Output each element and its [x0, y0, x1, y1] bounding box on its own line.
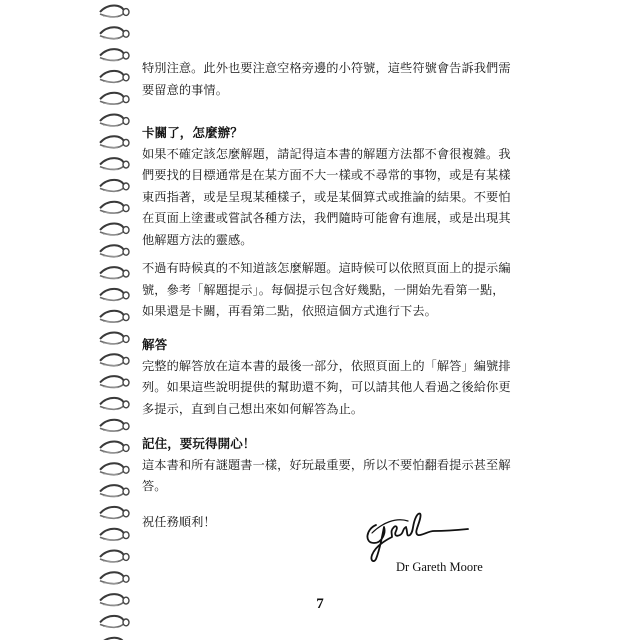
text-line: 不過有時候真的不知道該怎麼解題。這時候可以依照頁面上的提示編 [142, 261, 511, 275]
spiral-ring [100, 93, 129, 105]
signature-image [362, 503, 472, 563]
section-answers [142, 334, 532, 420]
spiral-ring [100, 311, 129, 323]
text-line: 這本書和所有謎題書一樣，好玩最重要，所以不要怕翻看提示甚至解 [142, 457, 511, 472]
closing-line: 祝任務順利！ [142, 515, 216, 529]
spiral-ring [100, 529, 129, 541]
section-heading-answers: 解答 [142, 337, 168, 352]
spiral-ring [100, 224, 129, 236]
section-stuck [142, 122, 532, 251]
spiral-ring [100, 551, 129, 563]
text-line: 如果不確定該怎麼解題，請記得這本書的解題方法都不會很複雜。我 [142, 146, 511, 161]
section-heading-stuck: 卡關了，怎麼辦？ [142, 125, 243, 140]
spiral-ring [100, 616, 129, 628]
spiral-ring [100, 572, 129, 584]
spiral-ring [100, 202, 129, 214]
spiral-ring [100, 376, 129, 388]
text-line: 如果還是卡關，再看第二點，依照這個方式進行下去。 [142, 304, 437, 318]
spiral-ring [100, 27, 129, 39]
section-stuck-para2 [142, 258, 532, 323]
intro-line-2: 要留意的事情。 [142, 82, 229, 97]
spiral-ring [100, 136, 129, 148]
spiral-ring [100, 507, 129, 519]
text-line: 列。如果這些說明提供的幫助還不夠，可以請其他人看過之後給你更 [142, 380, 511, 394]
spiral-ring [100, 6, 129, 18]
spiral-ring [100, 71, 129, 83]
author-name: Dr Gareth Moore [396, 560, 483, 574]
intro-paragraph [142, 58, 532, 101]
spiral-ring [100, 463, 129, 475]
spiral-ring [100, 420, 129, 432]
spiral-ring [100, 442, 129, 454]
spiral-ring [100, 398, 129, 410]
text-line: 他解題方法的靈感。 [142, 232, 253, 247]
text-line: 多提示，直到自己想出來如何解答為止。 [142, 401, 364, 416]
spiral-ring [100, 289, 129, 301]
spiral-ring [100, 115, 129, 127]
intro-line-1: 特別注意。此外也要注意空格旁邊的小符號，這些符號會告訴我們需 [142, 61, 511, 75]
text-line: 完整的解答放在這本書的最後一部分，依照頁面上的「解答」編號排 [142, 358, 511, 373]
spiral-binding [96, 0, 132, 640]
text-line: 東西指著，或是呈現某種樣子，或是某個算式或推論的結果。不要怕 [142, 189, 511, 204]
page-number: 7 [316, 596, 324, 612]
spiral-ring [100, 267, 129, 279]
text-line: 在頁面上塗畫或嘗試各種方法，我們隨時可能會有進展，或是出現其 [142, 211, 511, 225]
section-fun [142, 433, 532, 498]
spiral-ring [100, 333, 129, 345]
spiral-ring [100, 354, 129, 366]
text-line: 們要找的目標通常是在某方面不大一樣或不尋常的事物，或是有某樣 [142, 168, 511, 182]
section-heading-fun: 記住，要玩得開心！ [142, 436, 256, 451]
text-line: 號，參考「解題提示」。每個提示包含好幾點，一開始先看第一點， [142, 282, 505, 297]
spiral-ring [100, 245, 129, 256]
spiral-ring [100, 485, 129, 497]
spiral-ring [100, 49, 129, 61]
spiral-ring [100, 180, 129, 192]
spiral-ring [100, 158, 129, 170]
text-line: 答。 [142, 479, 167, 493]
